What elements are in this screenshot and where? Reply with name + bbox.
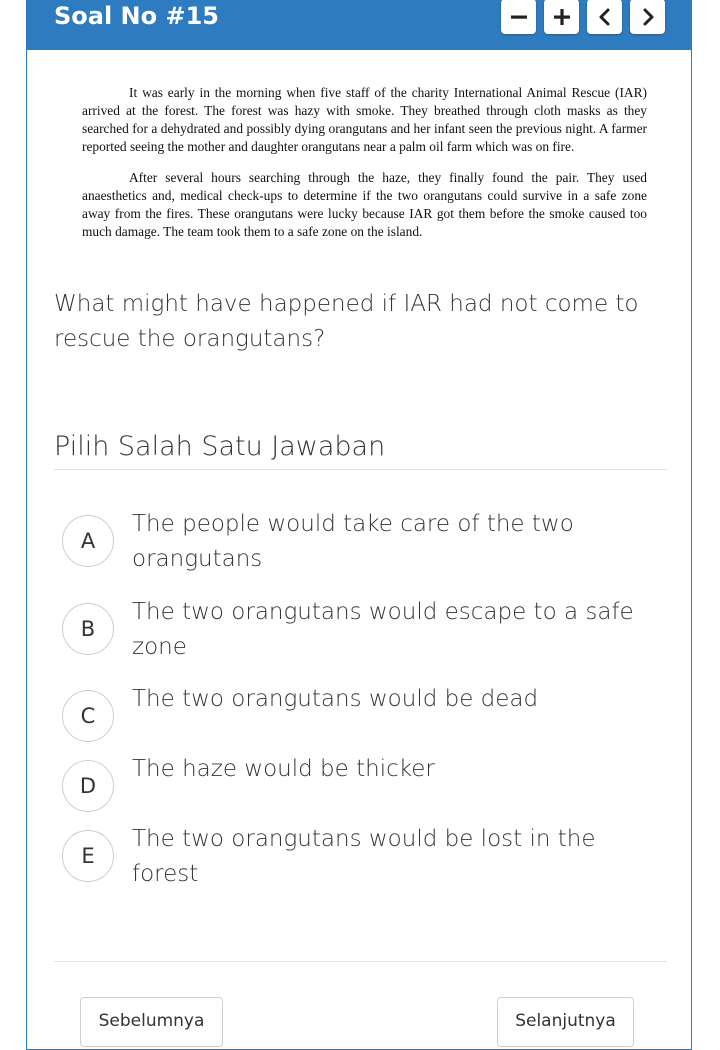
question-card: [26, 0, 692, 1050]
toolbar: [501, 0, 665, 34]
option-letter-circle[interactable]: D: [62, 760, 114, 812]
passage-paragraph: It was early in the morning when five staff of the charity International Animal Rescue (IAR) arrived at the forest. The forest was hazy with smoke. They breathed through cloth masks as they searched for a dehydrated and possibly dying orangutans and her infant seen the previous night. A farmer reported seeing the mother and daughter orangutans near a palm oil farm which was on fire.: [82, 85, 647, 154]
chevron-left-icon: [595, 7, 615, 27]
zoom-in-button[interactable]: [544, 0, 579, 34]
question-text: What might have happened if IAR had not come to rescue the orangutans?: [54, 291, 639, 352]
previous-question-button[interactable]: [587, 0, 622, 34]
plus-icon: [552, 7, 572, 27]
chevron-right-icon: [638, 7, 658, 27]
option-letter-circle[interactable]: C: [62, 690, 114, 742]
option-text[interactable]: The two orangutans would escape to a safe zone: [132, 599, 634, 660]
next-button[interactable]: Selanjutnya: [497, 997, 634, 1047]
question-number-title: Soal No #15: [54, 2, 219, 30]
divider: [54, 469, 667, 470]
answers-heading: Pilih Salah Satu Jawaban: [54, 431, 386, 462]
passage-paragraph: After several hours searching through the haze, they finally found the pair. They used anaesthetics and, medical check-ups to determine if the two orangutans could survive in a safe zone away from the fires. These orangutans were lucky because IAR got them before the smoke caused too much damage. The team took them to a safe zone on the island.: [82, 170, 647, 239]
next-question-button[interactable]: [630, 0, 665, 34]
option-text[interactable]: The people would take care of the two orangutans: [132, 511, 574, 572]
option-text[interactable]: The two orangutans would be lost in the forest: [132, 826, 596, 887]
option-text[interactable]: The haze would be thicker: [132, 756, 435, 782]
minus-icon: [509, 7, 529, 27]
option-letter-circle[interactable]: E: [62, 830, 114, 882]
zoom-out-button[interactable]: [501, 0, 536, 34]
option-letter-circle[interactable]: A: [62, 515, 114, 567]
option-letter-circle[interactable]: B: [62, 603, 114, 655]
reading-passage: [82, 84, 647, 254]
option-text[interactable]: The two orangutans would be dead: [132, 686, 539, 712]
divider: [54, 961, 667, 962]
question-header: [27, 0, 691, 50]
previous-button[interactable]: Sebelumnya: [80, 997, 223, 1047]
